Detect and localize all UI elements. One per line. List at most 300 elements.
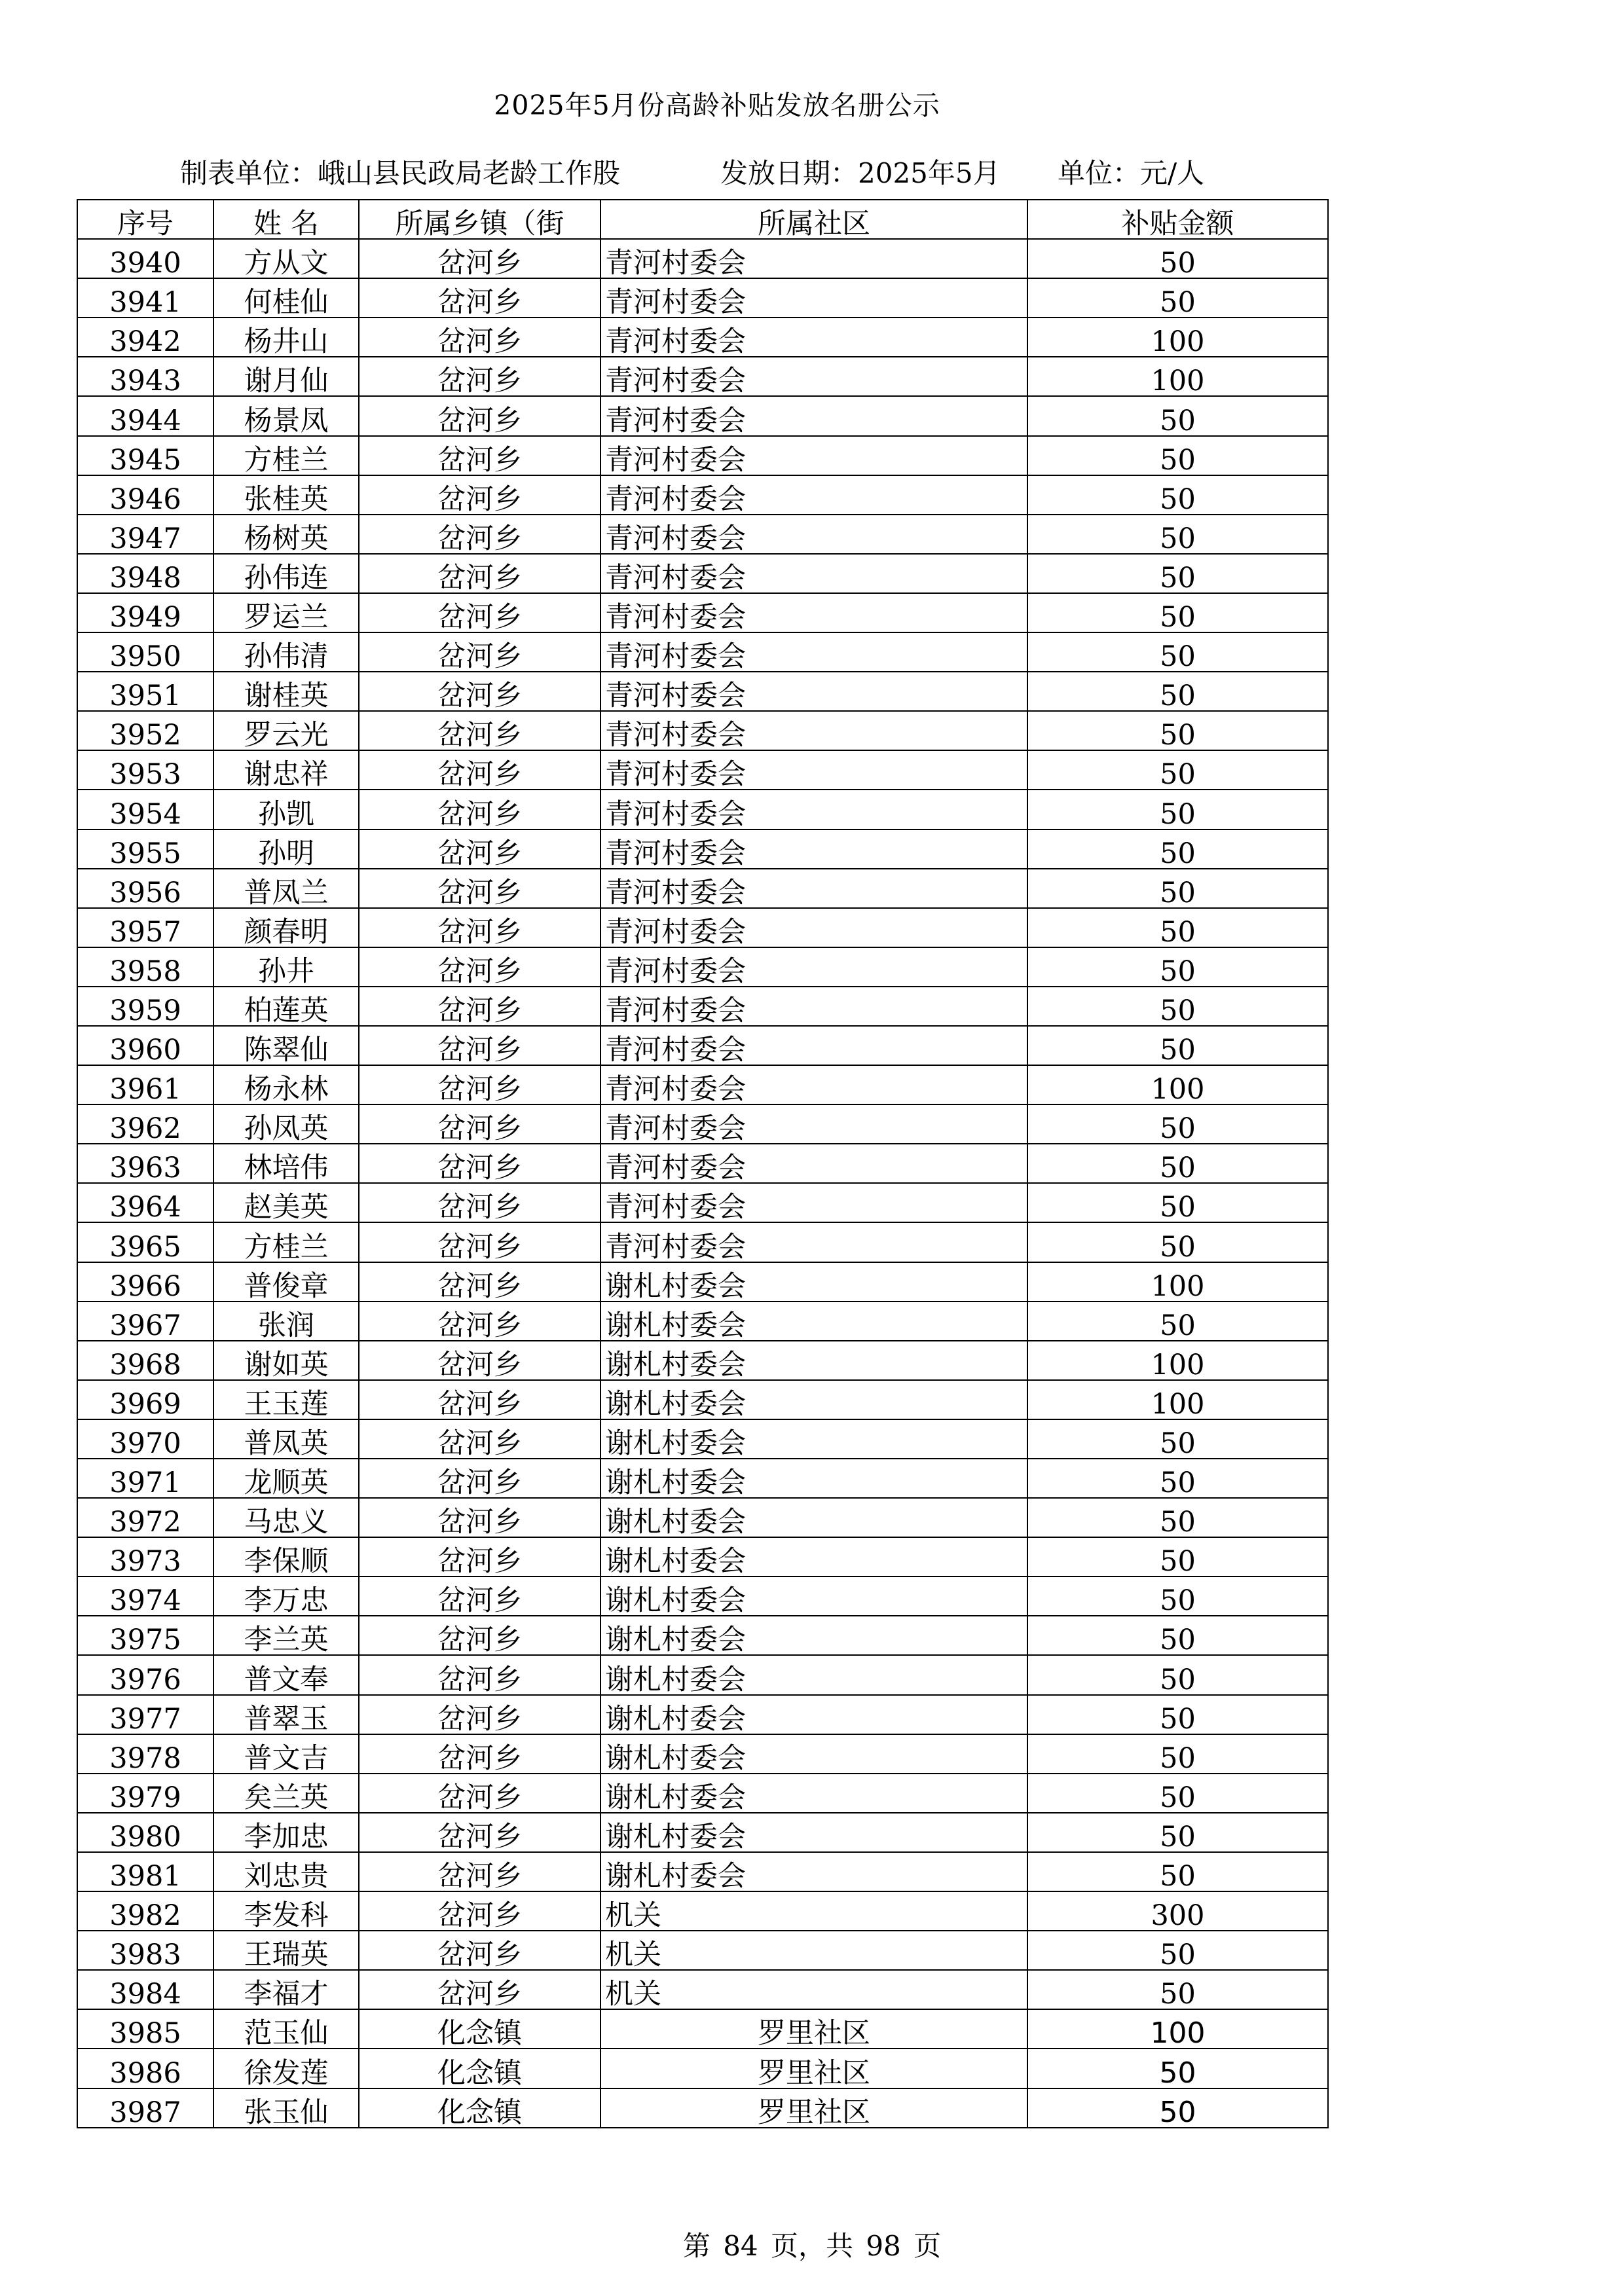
cell-seq: 3940 xyxy=(77,239,213,278)
cell-town: 岔河乡 xyxy=(359,475,600,515)
cell-seq: 3967 xyxy=(77,1302,213,1341)
cell-town: 岔河乡 xyxy=(359,1891,600,1931)
table-row xyxy=(77,1144,1328,1183)
cell-name: 张玉仙 xyxy=(213,2088,359,2128)
cell-town: 岔河乡 xyxy=(359,711,600,750)
table-row xyxy=(77,1302,1328,1341)
cell-community: 青河村委会 xyxy=(600,475,1027,515)
cell-name: 普文奉 xyxy=(213,1655,359,1694)
header-name: 姓 名 xyxy=(213,200,359,239)
cell-name: 孙明 xyxy=(213,829,359,869)
cell-amount: 50 xyxy=(1027,750,1328,790)
table-row xyxy=(77,1576,1328,1616)
cell-name: 普翠玉 xyxy=(213,1695,359,1734)
cell-name: 李保顺 xyxy=(213,1537,359,1576)
cell-seq: 3966 xyxy=(77,1262,213,1302)
cell-town: 岔河乡 xyxy=(359,672,600,711)
cell-amount: 300 xyxy=(1027,1891,1328,1931)
cell-seq: 3950 xyxy=(77,632,213,672)
cell-community: 机关 xyxy=(600,1891,1027,1931)
cell-name: 李兰英 xyxy=(213,1616,359,1655)
cell-town: 岔河乡 xyxy=(359,515,600,554)
cell-seq: 3969 xyxy=(77,1380,213,1419)
cell-town: 岔河乡 xyxy=(359,1655,600,1694)
cell-seq: 3944 xyxy=(77,396,213,435)
cell-town: 岔河乡 xyxy=(359,1222,600,1262)
cell-seq: 3943 xyxy=(77,357,213,396)
table-row xyxy=(77,593,1328,632)
table-row xyxy=(77,1970,1328,2009)
cell-community: 机关 xyxy=(600,1970,1027,2009)
cell-seq: 3942 xyxy=(77,318,213,357)
table-row xyxy=(77,632,1328,672)
cell-community: 青河村委会 xyxy=(600,829,1027,869)
cell-amount: 50 xyxy=(1027,554,1328,593)
cell-community: 罗里社区 xyxy=(600,2009,1027,2049)
cell-amount: 50 xyxy=(1027,396,1328,435)
currency-unit: 单位：元/人 xyxy=(1058,157,1205,189)
cell-town: 岔河乡 xyxy=(359,1616,600,1655)
cell-town: 岔河乡 xyxy=(359,632,600,672)
table-row xyxy=(77,711,1328,750)
cell-name: 范玉仙 xyxy=(213,2009,359,2049)
cell-seq: 3985 xyxy=(77,2009,213,2049)
cell-name: 孙井 xyxy=(213,947,359,987)
cell-town: 岔河乡 xyxy=(359,1065,600,1104)
cell-name: 方桂兰 xyxy=(213,1222,359,1262)
cell-name: 李福才 xyxy=(213,1970,359,2009)
cell-community: 谢札村委会 xyxy=(600,1734,1027,1774)
cell-seq: 3975 xyxy=(77,1616,213,1655)
cell-town: 化念镇 xyxy=(359,2009,600,2049)
cell-seq: 3945 xyxy=(77,436,213,475)
cell-name: 李发科 xyxy=(213,1891,359,1931)
cell-town: 岔河乡 xyxy=(359,1734,600,1774)
cell-community: 谢札村委会 xyxy=(600,1576,1027,1616)
cell-community: 青河村委会 xyxy=(600,593,1027,632)
cell-community: 青河村委会 xyxy=(600,790,1027,829)
header-town: 所属乡镇（街 xyxy=(359,200,600,239)
table-row xyxy=(77,1655,1328,1694)
cell-name: 何桂仙 xyxy=(213,278,359,318)
table-row xyxy=(77,396,1328,435)
cell-name: 龙顺英 xyxy=(213,1459,359,1498)
cell-amount: 50 xyxy=(1027,2049,1328,2088)
cell-community: 谢札村委会 xyxy=(600,1813,1027,1852)
cell-town: 岔河乡 xyxy=(359,987,600,1026)
cell-seq: 3983 xyxy=(77,1931,213,1970)
cell-community: 谢札村委会 xyxy=(600,1695,1027,1734)
cell-amount: 50 xyxy=(1027,1616,1328,1655)
cell-amount: 50 xyxy=(1027,1774,1328,1813)
cell-community: 青河村委会 xyxy=(600,750,1027,790)
cell-name: 普凤兰 xyxy=(213,869,359,908)
table-row xyxy=(77,1459,1328,1498)
cell-seq: 3947 xyxy=(77,515,213,554)
cell-amount: 100 xyxy=(1027,1341,1328,1380)
cell-name: 赵美英 xyxy=(213,1183,359,1222)
cell-amount: 50 xyxy=(1027,1498,1328,1537)
cell-community: 机关 xyxy=(600,1931,1027,1970)
cell-town: 岔河乡 xyxy=(359,1813,600,1852)
cell-community: 青河村委会 xyxy=(600,672,1027,711)
cell-amount: 50 xyxy=(1027,593,1328,632)
cell-name: 孙伟清 xyxy=(213,632,359,672)
cell-seq: 3946 xyxy=(77,475,213,515)
cell-community: 青河村委会 xyxy=(600,278,1027,318)
cell-seq: 3960 xyxy=(77,1026,213,1065)
cell-seq: 3961 xyxy=(77,1065,213,1104)
cell-amount: 50 xyxy=(1027,239,1328,278)
cell-seq: 3977 xyxy=(77,1695,213,1734)
table-row xyxy=(77,1380,1328,1419)
cell-name: 杨井山 xyxy=(213,318,359,357)
table-row xyxy=(77,475,1328,515)
cell-seq: 3971 xyxy=(77,1459,213,1498)
cell-seq: 3981 xyxy=(77,1852,213,1891)
cell-community: 青河村委会 xyxy=(600,1104,1027,1144)
cell-seq: 3958 xyxy=(77,947,213,987)
cell-seq: 3986 xyxy=(77,2049,213,2088)
cell-community: 谢札村委会 xyxy=(600,1537,1027,1576)
table-row xyxy=(77,278,1328,318)
cell-community: 青河村委会 xyxy=(600,711,1027,750)
cell-name: 林培伟 xyxy=(213,1144,359,1183)
cell-town: 岔河乡 xyxy=(359,1459,600,1498)
cell-name: 王玉莲 xyxy=(213,1380,359,1419)
cell-community: 青河村委会 xyxy=(600,632,1027,672)
cell-seq: 3965 xyxy=(77,1222,213,1262)
cell-amount: 50 xyxy=(1027,947,1328,987)
table-row xyxy=(77,1498,1328,1537)
table-row xyxy=(77,869,1328,908)
table-row xyxy=(77,1065,1328,1104)
table-row xyxy=(77,1104,1328,1144)
cell-town: 岔河乡 xyxy=(359,1695,600,1734)
cell-community: 谢札村委会 xyxy=(600,1419,1027,1459)
cell-name: 方桂兰 xyxy=(213,436,359,475)
cell-community: 青河村委会 xyxy=(600,1065,1027,1104)
cell-amount: 50 xyxy=(1027,790,1328,829)
cell-town: 岔河乡 xyxy=(359,1144,600,1183)
header-community: 所属社区 xyxy=(600,200,1027,239)
cell-seq: 3957 xyxy=(77,908,213,947)
cell-amount: 100 xyxy=(1027,357,1328,396)
cell-community: 谢札村委会 xyxy=(600,1852,1027,1891)
cell-amount: 50 xyxy=(1027,515,1328,554)
cell-town: 化念镇 xyxy=(359,2049,600,2088)
table-row xyxy=(77,790,1328,829)
cell-name: 矣兰英 xyxy=(213,1774,359,1813)
cell-seq: 3976 xyxy=(77,1655,213,1694)
cell-community: 青河村委会 xyxy=(600,318,1027,357)
cell-name: 张润 xyxy=(213,1302,359,1341)
cell-amount: 50 xyxy=(1027,1734,1328,1774)
cell-town: 岔河乡 xyxy=(359,1774,600,1813)
table-row xyxy=(77,2088,1328,2128)
cell-town: 岔河乡 xyxy=(359,593,600,632)
cell-seq: 3970 xyxy=(77,1419,213,1459)
prepared-by-unit: 制表单位：峨山县民政局老龄工作股 xyxy=(180,157,621,189)
table-row xyxy=(77,1774,1328,1813)
cell-amount: 50 xyxy=(1027,1183,1328,1222)
cell-community: 青河村委会 xyxy=(600,1026,1027,1065)
cell-town: 岔河乡 xyxy=(359,1183,600,1222)
cell-seq: 3948 xyxy=(77,554,213,593)
cell-seq: 3959 xyxy=(77,987,213,1026)
header-amount: 补贴金额 xyxy=(1027,200,1328,239)
cell-town: 岔河乡 xyxy=(359,1104,600,1144)
cell-town: 岔河乡 xyxy=(359,1576,600,1616)
table-row xyxy=(77,1931,1328,1970)
cell-name: 李万忠 xyxy=(213,1576,359,1616)
cell-amount: 50 xyxy=(1027,1852,1328,1891)
cell-amount: 50 xyxy=(1027,436,1328,475)
table-body xyxy=(77,239,1328,2128)
table-row xyxy=(77,1695,1328,1734)
cell-town: 岔河乡 xyxy=(359,1852,600,1891)
cell-seq: 3980 xyxy=(77,1813,213,1852)
cell-name: 谢如英 xyxy=(213,1341,359,1380)
cell-seq: 3956 xyxy=(77,869,213,908)
cell-seq: 3987 xyxy=(77,2088,213,2128)
cell-name: 李加忠 xyxy=(213,1813,359,1852)
cell-name: 孙伟连 xyxy=(213,554,359,593)
cell-name: 陈翠仙 xyxy=(213,1026,359,1065)
cell-amount: 100 xyxy=(1027,1380,1328,1419)
cell-name: 谢桂英 xyxy=(213,672,359,711)
cell-town: 岔河乡 xyxy=(359,750,600,790)
cell-name: 普俊章 xyxy=(213,1262,359,1302)
table-row xyxy=(77,1813,1328,1852)
document-title: 2025年5月份高龄补贴发放名册公示 xyxy=(494,90,940,121)
cell-community: 青河村委会 xyxy=(600,396,1027,435)
table-row xyxy=(77,1537,1328,1576)
cell-community: 青河村委会 xyxy=(600,554,1027,593)
cell-name: 孙凯 xyxy=(213,790,359,829)
cell-amount: 50 xyxy=(1027,1302,1328,1341)
table-row xyxy=(77,239,1328,278)
cell-name: 杨树英 xyxy=(213,515,359,554)
cell-town: 岔河乡 xyxy=(359,1419,600,1459)
table-row xyxy=(77,1341,1328,1380)
table-row xyxy=(77,908,1328,947)
cell-seq: 3978 xyxy=(77,1734,213,1774)
cell-name: 方从文 xyxy=(213,239,359,278)
cell-community: 青河村委会 xyxy=(600,515,1027,554)
table-row xyxy=(77,1419,1328,1459)
page-footer: 第 84 页，共 98 页 xyxy=(682,2230,942,2262)
table-row xyxy=(77,1616,1328,1655)
cell-community: 罗里社区 xyxy=(600,2049,1027,2088)
cell-community: 青河村委会 xyxy=(600,436,1027,475)
cell-town: 岔河乡 xyxy=(359,1931,600,1970)
cell-amount: 50 xyxy=(1027,672,1328,711)
cell-town: 岔河乡 xyxy=(359,947,600,987)
table-row xyxy=(77,947,1328,987)
cell-name: 罗运兰 xyxy=(213,593,359,632)
table-header-row xyxy=(77,200,1328,239)
cell-seq: 3973 xyxy=(77,1537,213,1576)
cell-town: 岔河乡 xyxy=(359,278,600,318)
cell-amount: 50 xyxy=(1027,1459,1328,1498)
cell-seq: 3952 xyxy=(77,711,213,750)
cell-seq: 3984 xyxy=(77,1970,213,2009)
cell-name: 普凤英 xyxy=(213,1419,359,1459)
cell-seq: 3962 xyxy=(77,1104,213,1144)
cell-seq: 3974 xyxy=(77,1576,213,1616)
cell-amount: 100 xyxy=(1027,1065,1328,1104)
cell-community: 青河村委会 xyxy=(600,1144,1027,1183)
table-row xyxy=(77,987,1328,1026)
cell-seq: 3955 xyxy=(77,829,213,869)
cell-town: 岔河乡 xyxy=(359,1302,600,1341)
table-row xyxy=(77,1262,1328,1302)
cell-name: 刘忠贵 xyxy=(213,1852,359,1891)
cell-town: 岔河乡 xyxy=(359,318,600,357)
cell-town: 岔河乡 xyxy=(359,1380,600,1419)
cell-amount: 50 xyxy=(1027,278,1328,318)
cell-seq: 3963 xyxy=(77,1144,213,1183)
table-row xyxy=(77,1734,1328,1774)
cell-name: 普文吉 xyxy=(213,1734,359,1774)
cell-seq: 3953 xyxy=(77,750,213,790)
issue-date: 发放日期：2025年5月 xyxy=(720,157,1001,189)
cell-amount: 50 xyxy=(1027,1813,1328,1852)
table-row xyxy=(77,2049,1328,2088)
cell-community: 青河村委会 xyxy=(600,239,1027,278)
cell-amount: 100 xyxy=(1027,318,1328,357)
table-row xyxy=(77,1026,1328,1065)
cell-name: 杨永林 xyxy=(213,1065,359,1104)
cell-amount: 50 xyxy=(1027,1576,1328,1616)
cell-community: 谢札村委会 xyxy=(600,1262,1027,1302)
cell-town: 岔河乡 xyxy=(359,829,600,869)
table-row xyxy=(77,1891,1328,1931)
cell-town: 化念镇 xyxy=(359,2088,600,2128)
cell-name: 柏莲英 xyxy=(213,987,359,1026)
table-row xyxy=(77,1183,1328,1222)
cell-town: 岔河乡 xyxy=(359,1026,600,1065)
cell-name: 孙凤英 xyxy=(213,1104,359,1144)
table-row xyxy=(77,515,1328,554)
cell-name: 马忠义 xyxy=(213,1498,359,1537)
table-row xyxy=(77,1852,1328,1891)
cell-community: 谢札村委会 xyxy=(600,1302,1027,1341)
cell-town: 岔河乡 xyxy=(359,1498,600,1537)
cell-amount: 50 xyxy=(1027,1222,1328,1262)
table-row xyxy=(77,554,1328,593)
cell-amount: 50 xyxy=(1027,711,1328,750)
cell-community: 青河村委会 xyxy=(600,869,1027,908)
cell-amount: 50 xyxy=(1027,869,1328,908)
cell-community: 谢札村委会 xyxy=(600,1380,1027,1419)
cell-town: 岔河乡 xyxy=(359,790,600,829)
cell-name: 颜春明 xyxy=(213,908,359,947)
cell-seq: 3949 xyxy=(77,593,213,632)
cell-amount: 50 xyxy=(1027,987,1328,1026)
cell-community: 谢札村委会 xyxy=(600,1341,1027,1380)
cell-amount: 50 xyxy=(1027,1931,1328,1970)
cell-seq: 3972 xyxy=(77,1498,213,1537)
cell-seq: 3941 xyxy=(77,278,213,318)
cell-amount: 50 xyxy=(1027,1970,1328,2009)
cell-town: 岔河乡 xyxy=(359,908,600,947)
cell-amount: 100 xyxy=(1027,1262,1328,1302)
cell-seq: 3964 xyxy=(77,1183,213,1222)
cell-amount: 50 xyxy=(1027,1537,1328,1576)
cell-town: 岔河乡 xyxy=(359,1341,600,1380)
cell-community: 青河村委会 xyxy=(600,1183,1027,1222)
cell-name: 王瑞英 xyxy=(213,1931,359,1970)
cell-town: 岔河乡 xyxy=(359,396,600,435)
cell-town: 岔河乡 xyxy=(359,869,600,908)
cell-community: 青河村委会 xyxy=(600,357,1027,396)
subsidy-roster-table xyxy=(77,199,1329,2128)
cell-seq: 3982 xyxy=(77,1891,213,1931)
cell-seq: 3954 xyxy=(77,790,213,829)
cell-community: 青河村委会 xyxy=(600,947,1027,987)
cell-community: 青河村委会 xyxy=(600,908,1027,947)
cell-community: 谢札村委会 xyxy=(600,1774,1027,1813)
table-row xyxy=(77,1222,1328,1262)
table-row xyxy=(77,672,1328,711)
cell-community: 青河村委会 xyxy=(600,1222,1027,1262)
cell-name: 罗云光 xyxy=(213,711,359,750)
cell-name: 杨景凤 xyxy=(213,396,359,435)
cell-town: 岔河乡 xyxy=(359,1262,600,1302)
cell-amount: 50 xyxy=(1027,475,1328,515)
cell-town: 岔河乡 xyxy=(359,1970,600,2009)
cell-amount: 100 xyxy=(1027,2009,1328,2049)
cell-amount: 50 xyxy=(1027,829,1328,869)
cell-community: 罗里社区 xyxy=(600,2088,1027,2128)
cell-amount: 50 xyxy=(1027,1695,1328,1734)
cell-town: 岔河乡 xyxy=(359,1537,600,1576)
cell-amount: 50 xyxy=(1027,2088,1328,2128)
cell-name: 谢忠祥 xyxy=(213,750,359,790)
table-row xyxy=(77,829,1328,869)
table-row xyxy=(77,750,1328,790)
cell-amount: 50 xyxy=(1027,1144,1328,1183)
cell-name: 谢月仙 xyxy=(213,357,359,396)
cell-community: 青河村委会 xyxy=(600,987,1027,1026)
cell-community: 谢札村委会 xyxy=(600,1498,1027,1537)
cell-community: 谢札村委会 xyxy=(600,1459,1027,1498)
cell-amount: 50 xyxy=(1027,908,1328,947)
cell-amount: 50 xyxy=(1027,1419,1328,1459)
header-seq: 序号 xyxy=(77,200,213,239)
cell-seq: 3968 xyxy=(77,1341,213,1380)
cell-town: 岔河乡 xyxy=(359,436,600,475)
table-row xyxy=(77,2009,1328,2049)
table-row xyxy=(77,436,1328,475)
cell-amount: 50 xyxy=(1027,1104,1328,1144)
cell-name: 张桂英 xyxy=(213,475,359,515)
cell-community: 谢札村委会 xyxy=(600,1616,1027,1655)
cell-seq: 3951 xyxy=(77,672,213,711)
cell-community: 谢札村委会 xyxy=(600,1655,1027,1694)
cell-town: 岔河乡 xyxy=(359,554,600,593)
cell-amount: 50 xyxy=(1027,1655,1328,1694)
cell-town: 岔河乡 xyxy=(359,239,600,278)
cell-town: 岔河乡 xyxy=(359,357,600,396)
table-row xyxy=(77,357,1328,396)
cell-amount: 50 xyxy=(1027,1026,1328,1065)
cell-amount: 50 xyxy=(1027,632,1328,672)
cell-seq: 3979 xyxy=(77,1774,213,1813)
table-row xyxy=(77,318,1328,357)
